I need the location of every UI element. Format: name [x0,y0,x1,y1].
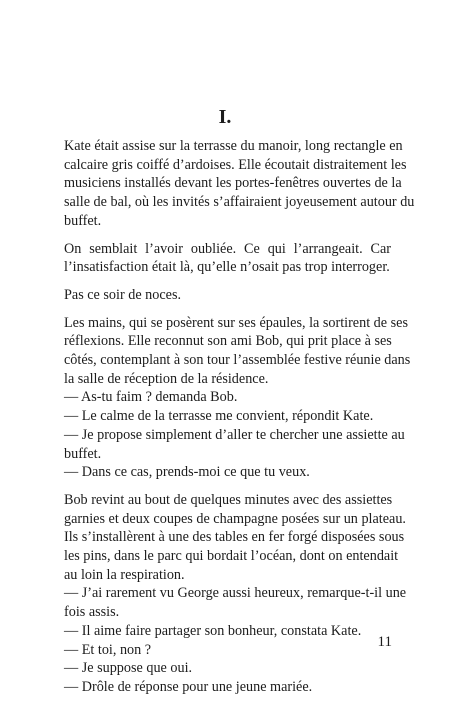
dialogue-line: — Je suppose que oui. [64,660,193,677]
text-line: Kate était assise sur la terrasse du manoir, long rectangle en [64,138,403,154]
dialogue-line: — Il aime faire partager son bonheur, constata Kate. [64,622,362,639]
body-text [64,137,415,706]
dialogue-line: buffet. [64,445,102,462]
text-line: Pas ce soir de noces. [64,286,182,303]
dialogue-line: — As-tu faim ? demanda Bob. [64,389,238,406]
text-line: salle de bal, où les invités s’affairaient joyeusement autour du [64,194,415,211]
paragraph-4 [64,314,411,482]
dialogue-line: — Dans ce cas, prends-moi ce que tu veux. [64,464,310,481]
paragraph-1 [64,137,415,231]
text-line: garnies et deux coupes de champagne posées sur un plateau. [64,510,406,527]
text-line: côtés, contemplant à son tour l’assemblée festive réunie dans [64,352,411,369]
text-line: Ils s’installèrent à une des tables en fer forgé disposées sous [64,529,405,546]
text-line: musiciens installés devant les portes-fenêtres ouvertes de la [64,175,402,192]
dialogue-line: — Et toi, non ? [64,641,152,658]
text-line: réflexions. Elle reconnut son ami Bob, qui prit place à ses [64,333,392,350]
chapter-heading: I. [218,106,232,128]
dialogue-line: — Le calme de la terrasse me convient, répondit Kate. [64,408,374,425]
text-line: calcaire gris coiffé d’ardoises. Elle écoutait distraitement les [64,156,407,173]
text-line: Bob revint au bout de quelques minutes avec des assiettes [64,491,393,508]
text-line: buffet. [64,212,102,229]
dialogue-line: — J’ai rarement vu George aussi heureux, remarque-t-il une [64,585,407,602]
dialogue-line: fois assis. [64,604,120,621]
dialogue-line: — Je propose simplement d’aller te chercher une assiette au [64,426,405,443]
paragraph-3 [64,286,391,305]
text-line: la salle de réception de la résidence. [64,370,269,387]
dialogue-line: — Drôle de réponse pour une jeune mariée. [64,678,313,695]
page-number: 11 [377,634,392,650]
text-line: les pins, dans le parc qui bordait l’océan, dont on entendait [64,548,399,565]
text-line: l’insatisfaction était là, qu’elle n’osait pas trop interroger. [64,259,390,276]
paragraph-2 [64,240,391,277]
paragraph-5 [64,491,407,697]
text-line: On semblait l’avoir oubliée. Ce qui l’arrangeait. Car [64,240,391,257]
text-line: au loin la respiration. [64,566,185,583]
text-line: Les mains, qui se posèrent sur ses épaules, la sortirent de ses [64,314,408,331]
